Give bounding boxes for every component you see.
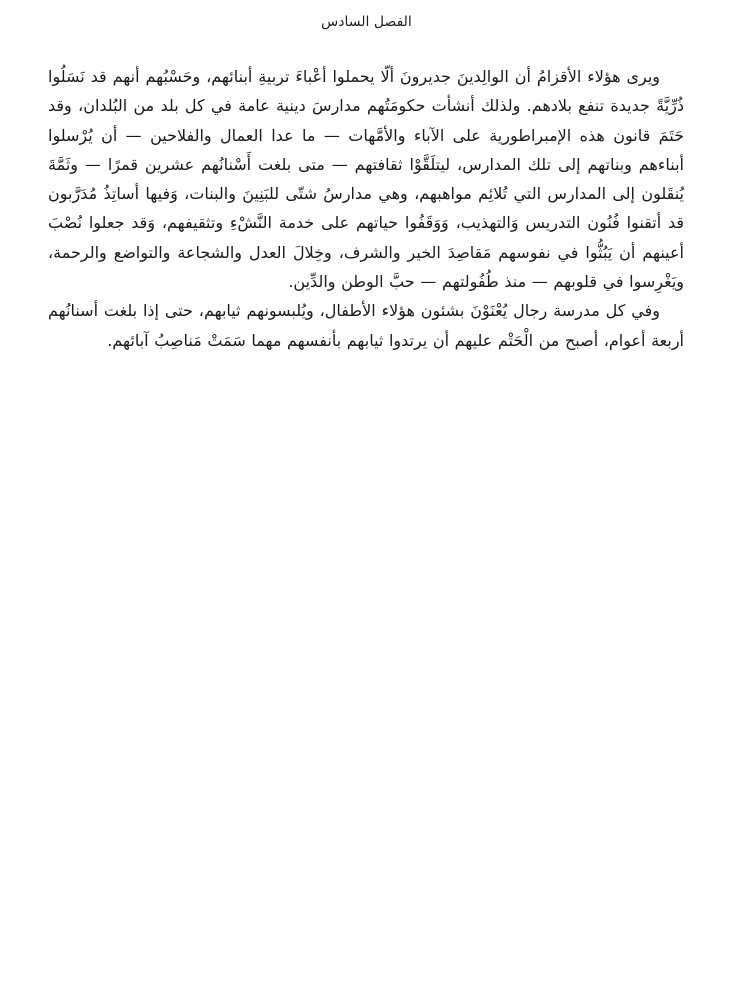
paragraph-2: وفي كل مدرسة رجال يُعْنَوْنَ بشئون هؤلاء الأطفال، ويُلبسونهم ثيابهم، حتى إذا بلغت أسنانُهم أربعة أعوام، أصبح من الْحَتْم عليهم أن يرتدوا ثيابهم بأنفسهم مهما سَمَتْ مَناصِبُ آبائهم. [48,301,684,350]
paragraph-1: ويرى هؤلاء الأقزامُ أن الوالِدينَ جديرونَ ألّا يحملوا أعْباءَ تربيةِ أبنائهم، وحَسْبُهم أنهم قد نَسَلُوا ذُرِّيَّةً جديدة تنفع بلادهم. ولذلك أنشأت حكومَتُهم مدارسَ دينية عامة في كل بلد من البُلدان، وقد حَتَمَ قانون هذه الإمبراطورية على الآباء والأمَّهات — ما عدا العمال والفلاحين — أن يُرْسلوا أبناءهم وبناتهم إلى تلك المدارس، ليتلَقَّوْا ثقافتهم — متى بلغت أَسْنانُهم عشرين قمرًا — وثَمَّةَ يُنقَلون إلى المدارس التي تُلائِم مواهبهم، وهي مدارسُ شتّى للبَنِينَ والبنات، وَفيها أساتِذُ مُدَرَّبون قد أتقنوا فُنُون التدريس وَالتهذيب، وَوَقَفُوا حياتهم على خدمة النَّشْءِ وتثقيفهم، وَقد جعلوا نُصْبَ أعينهم أن يَبُثُّوا في نفوسهم مَقاصِدَ الخير والشرف، وخِلالَ العدل والشجاعة والتواضع والرحمة، ويَغْرِسوا في قلوبهم — منذ طُفُولتهم — حبَّ الوطن والدِّين. [48,67,684,292]
page-body [48,62,684,355]
chapter-header: الفصل السادس [321,14,412,30]
